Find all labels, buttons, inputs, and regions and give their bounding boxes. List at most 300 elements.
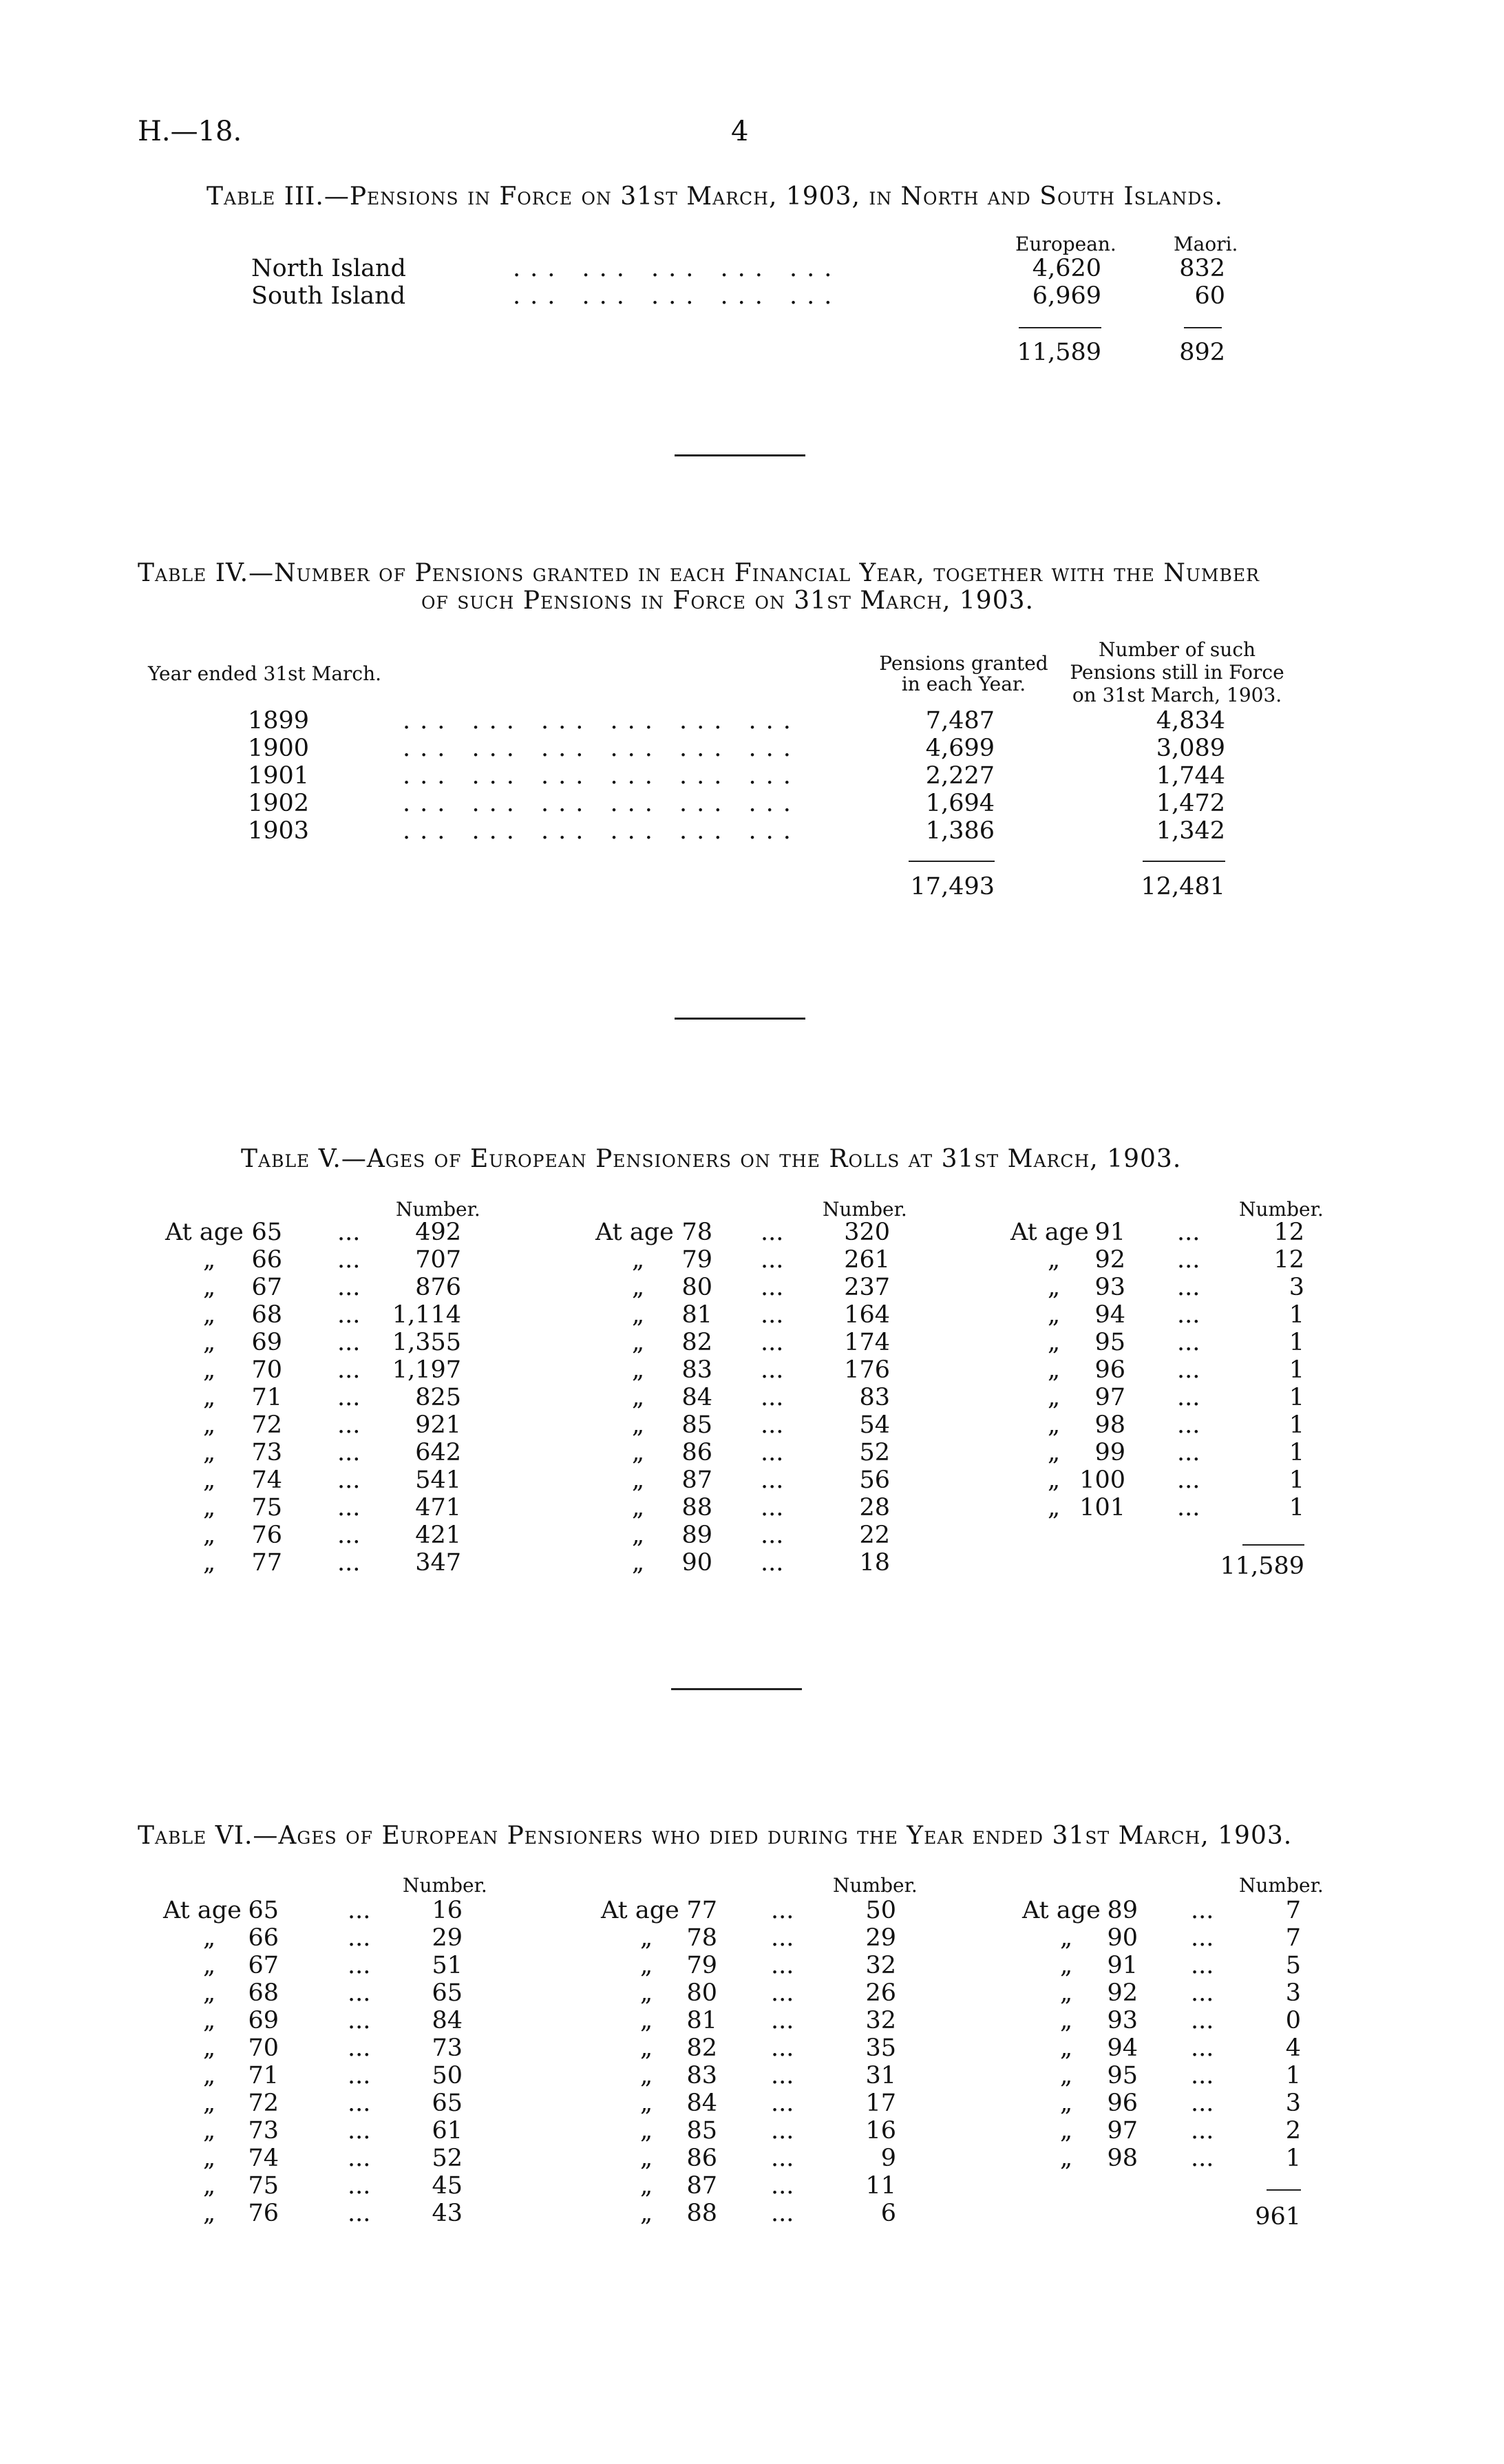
leader-dots: ... <box>761 1411 784 1439</box>
table3-sum-rule-maori <box>1184 327 1222 328</box>
age-value: 82 <box>686 2034 717 2062</box>
pensioner-count: 1 <box>1285 2062 1301 2089</box>
age-prefix: „ <box>203 2117 216 2145</box>
age-value: 72 <box>251 1411 282 1439</box>
table3-col-maori: Maori. <box>1174 233 1238 255</box>
age-prefix: „ <box>203 2034 216 2062</box>
leader-dots: ... <box>1177 1219 1200 1246</box>
table4-year-1899: 1899 <box>248 707 310 735</box>
age-value: 68 <box>251 1301 282 1329</box>
table3-row-south-label: South Island <box>251 282 406 310</box>
pensioner-count: 26 <box>865 1979 896 2007</box>
pensioner-count: 164 <box>844 1301 890 1329</box>
age-value: 65 <box>251 1219 282 1246</box>
age-prefix: „ <box>203 1384 216 1411</box>
leader-dots: ... <box>337 1246 361 1274</box>
table4-sum-rule-granted <box>909 861 995 862</box>
age-value: 76 <box>251 1521 282 1549</box>
age-prefix: „ <box>1060 1924 1073 1952</box>
age-value: 68 <box>248 1979 279 2007</box>
table6-title: Table VI.—Ages of European Pensioners who died during the Year ended 31st March, 1903. <box>138 1822 1293 1850</box>
leader-dots: ... <box>1191 1897 1214 1924</box>
age-prefix: „ <box>1060 1979 1073 2007</box>
leader-dots: ... ... ... ... ... ... <box>403 707 801 735</box>
leader-dots: ... <box>1177 1494 1200 1521</box>
pensioner-count: 56 <box>859 1466 890 1494</box>
age-prefix: „ <box>632 1384 645 1411</box>
table4-col-year: Year ended 31st March. <box>148 662 382 685</box>
pensioner-count: 65 <box>432 2089 463 2117</box>
leader-dots: ... <box>348 2145 371 2172</box>
leader-dots: ... <box>337 1494 361 1521</box>
leader-dots: ... <box>337 1356 361 1384</box>
pensioner-count: 921 <box>415 1411 461 1439</box>
table4-year-1902: 1902 <box>248 790 310 817</box>
leader-dots: ... <box>761 1274 784 1301</box>
leader-dots: ... <box>1177 1439 1200 1466</box>
age-value: 89 <box>1107 1897 1138 1924</box>
leader-dots: ... <box>761 1329 784 1356</box>
leader-dots: ... <box>1191 1952 1214 1979</box>
leader-dots: ... <box>337 1521 361 1549</box>
age-value: 74 <box>248 2145 279 2172</box>
leader-dots: ... ... ... ... ... ... <box>403 762 801 790</box>
section-divider <box>671 1688 802 1690</box>
age-value: 91 <box>1107 1952 1138 1979</box>
table3-total-maori: 892 <box>1179 339 1225 366</box>
age-value: 73 <box>251 1439 282 1466</box>
table4-col-force-1: Number of such <box>1098 638 1256 661</box>
leader-dots: ... <box>1177 1246 1200 1274</box>
age-value: 98 <box>1107 2145 1138 2172</box>
age-value: 69 <box>248 2007 279 2034</box>
leader-dots: ... <box>348 2034 371 2062</box>
table6-number-header-1: Number. <box>403 1874 487 1897</box>
age-prefix: At age <box>1022 1897 1101 1924</box>
leader-dots: ... <box>1191 2062 1214 2089</box>
age-value: 97 <box>1107 2117 1138 2145</box>
age-prefix: „ <box>640 2034 653 2062</box>
pensioner-count: 43 <box>432 2200 463 2227</box>
pensioner-count: 541 <box>415 1466 461 1494</box>
leader-dots: ... <box>348 2200 371 2227</box>
age-value: 99 <box>1094 1439 1125 1466</box>
age-value: 93 <box>1107 2007 1138 2034</box>
leader-dots: ... <box>761 1439 784 1466</box>
age-value: 71 <box>248 2062 279 2089</box>
leader-dots: ... <box>348 1979 371 2007</box>
pensioner-count: 237 <box>844 1274 890 1301</box>
age-prefix: „ <box>1048 1494 1061 1521</box>
age-prefix: At age <box>601 1897 679 1924</box>
age-value: 72 <box>248 2089 279 2117</box>
pensioner-count: 29 <box>432 1924 463 1952</box>
leader-dots: ... ... ... ... ... <box>513 255 842 282</box>
age-value: 83 <box>686 2062 717 2089</box>
age-value: 84 <box>686 2089 717 2117</box>
leader-dots: ... <box>761 1384 784 1411</box>
pensioner-count: 3 <box>1285 1979 1301 2007</box>
age-value: 90 <box>1107 1924 1138 1952</box>
pensioner-count: 65 <box>432 1979 463 2007</box>
age-prefix: „ <box>1048 1466 1061 1494</box>
pensioner-count: 1 <box>1285 2145 1301 2172</box>
table4-col-granted-1: Pensions granted <box>879 652 1048 675</box>
table4-col-force-3: on 31st March, 1903. <box>1072 684 1282 706</box>
age-value: 95 <box>1107 2062 1138 2089</box>
age-prefix: „ <box>1048 1384 1061 1411</box>
section-divider <box>675 454 805 456</box>
age-prefix: „ <box>203 2089 216 2117</box>
leader-dots: ... <box>337 1219 361 1246</box>
leader-dots: ... <box>348 1897 371 1924</box>
table4-granted-1902: 1,694 <box>925 790 995 817</box>
age-prefix: At age <box>1010 1219 1089 1246</box>
table4-granted-1901: 2,227 <box>925 762 995 790</box>
age-prefix: „ <box>632 1329 645 1356</box>
age-prefix: „ <box>632 1439 645 1466</box>
age-prefix: „ <box>203 1549 216 1577</box>
leader-dots: ... <box>761 1246 784 1274</box>
pensioner-count: 52 <box>859 1439 890 1466</box>
pensioner-count: 12 <box>1273 1246 1304 1274</box>
age-prefix: „ <box>632 1301 645 1329</box>
leader-dots: ... <box>761 1356 784 1384</box>
pensioner-count: 0 <box>1285 2007 1301 2034</box>
age-value: 75 <box>248 2172 279 2200</box>
page-number: 4 <box>731 116 749 147</box>
pensioner-count: 83 <box>859 1384 890 1411</box>
age-value: 81 <box>686 2007 717 2034</box>
age-prefix: „ <box>203 1979 216 2007</box>
table4-force-1903: 1,342 <box>1156 817 1225 845</box>
table3-row-north-maori: 832 <box>1179 255 1225 282</box>
leader-dots: ... ... ... ... ... ... <box>403 817 801 845</box>
table5-total: 11,589 <box>1220 1552 1304 1580</box>
pensioner-count: 6 <box>880 2200 896 2227</box>
pensioner-count: 320 <box>844 1219 890 1246</box>
age-value: 81 <box>681 1301 712 1329</box>
table5-number-header-3: Number. <box>1239 1198 1324 1221</box>
age-value: 90 <box>681 1549 712 1577</box>
table4-force-1902: 1,472 <box>1156 790 1225 817</box>
pensioner-count: 707 <box>415 1246 461 1274</box>
table4-force-1899: 4,834 <box>1156 707 1225 735</box>
table4-total-granted: 17,493 <box>910 873 995 901</box>
leader-dots: ... <box>1177 1274 1200 1301</box>
age-prefix: „ <box>640 2200 653 2227</box>
leader-dots: ... <box>1191 2145 1214 2172</box>
section-divider <box>675 1018 805 1020</box>
age-prefix: „ <box>203 1329 216 1356</box>
pensioner-count: 1 <box>1289 1494 1304 1521</box>
age-prefix: „ <box>632 1274 645 1301</box>
table4-title-line2: of such Pensions in Force on 31st March, 1903. <box>421 587 1034 615</box>
age-prefix: „ <box>632 1494 645 1521</box>
age-value: 79 <box>686 1952 717 1979</box>
age-value: 73 <box>248 2117 279 2145</box>
pensioner-count: 9 <box>880 2145 896 2172</box>
age-prefix: „ <box>640 2172 653 2200</box>
leader-dots: ... ... ... ... ... ... <box>403 735 801 762</box>
leader-dots: ... <box>348 2117 371 2145</box>
age-prefix: „ <box>203 1521 216 1549</box>
age-prefix: „ <box>1060 2117 1073 2145</box>
leader-dots: ... <box>337 1384 361 1411</box>
leader-dots: ... <box>337 1411 361 1439</box>
age-prefix: „ <box>1060 2062 1073 2089</box>
age-prefix: „ <box>203 1494 216 1521</box>
age-value: 94 <box>1094 1301 1125 1329</box>
table3-row-north-label: North Island <box>251 255 406 282</box>
leader-dots: ... <box>1191 2034 1214 2062</box>
leader-dots: ... <box>761 1219 784 1246</box>
age-prefix: „ <box>1048 1411 1061 1439</box>
age-value: 86 <box>686 2145 717 2172</box>
leader-dots: ... <box>337 1274 361 1301</box>
pensioner-count: 1 <box>1289 1411 1304 1439</box>
table4-year-1903: 1903 <box>248 817 310 845</box>
leader-dots: ... <box>1191 1924 1214 1952</box>
age-prefix: „ <box>203 1466 216 1494</box>
age-prefix: „ <box>203 2007 216 2034</box>
pensioner-count: 16 <box>432 1897 463 1924</box>
age-value: 69 <box>251 1329 282 1356</box>
age-prefix: „ <box>203 2172 216 2200</box>
leader-dots: ... <box>348 1924 371 1952</box>
age-value: 70 <box>251 1356 282 1384</box>
pensioner-count: 7 <box>1285 1924 1301 1952</box>
age-prefix: „ <box>640 2089 653 2117</box>
age-value: 78 <box>686 1924 717 1952</box>
pensioner-count: 1 <box>1289 1301 1304 1329</box>
pensioner-count: 18 <box>859 1549 890 1577</box>
table6-total: 961 <box>1255 2203 1301 2231</box>
leader-dots: ... <box>1177 1466 1200 1494</box>
table4-year-1900: 1900 <box>248 735 310 762</box>
leader-dots: ... <box>771 1924 794 1952</box>
pensioner-count: 73 <box>432 2034 463 2062</box>
age-prefix: „ <box>640 1952 653 1979</box>
pensioner-count: 35 <box>865 2034 896 2062</box>
pensioner-count: 50 <box>865 1897 896 1924</box>
age-value: 77 <box>251 1549 282 1577</box>
table4-granted-1900: 4,699 <box>925 735 995 762</box>
age-value: 65 <box>248 1897 279 1924</box>
age-prefix: „ <box>203 1356 216 1384</box>
age-value: 80 <box>686 1979 717 2007</box>
leader-dots: ... <box>1177 1329 1200 1356</box>
leader-dots: ... <box>771 2062 794 2089</box>
pensioner-count: 22 <box>859 1521 890 1549</box>
table3-sum-rule-european <box>1019 327 1101 328</box>
table4-year-1901: 1901 <box>248 762 310 790</box>
leader-dots: ... <box>771 2145 794 2172</box>
table4-granted-1903: 1,386 <box>925 817 995 845</box>
pensioner-count: 261 <box>844 1246 890 1274</box>
age-value: 75 <box>251 1494 282 1521</box>
pensioner-count: 11 <box>865 2172 896 2200</box>
table4-total-force: 12,481 <box>1141 873 1225 901</box>
pensioner-count: 1 <box>1289 1466 1304 1494</box>
leader-dots: ... <box>1191 1979 1214 2007</box>
table4-force-1901: 1,744 <box>1156 762 1225 790</box>
age-value: 80 <box>681 1274 712 1301</box>
leader-dots: ... <box>761 1549 784 1577</box>
page-reference: H.—18. <box>138 116 242 147</box>
leader-dots: ... <box>1177 1411 1200 1439</box>
age-prefix: At age <box>163 1897 242 1924</box>
age-prefix: „ <box>632 1411 645 1439</box>
age-prefix: „ <box>1048 1329 1061 1356</box>
leader-dots: ... <box>348 2089 371 2117</box>
pensioner-count: 1,114 <box>392 1301 461 1329</box>
table5-number-header-1: Number. <box>396 1198 480 1221</box>
table4-sum-rule-force <box>1143 861 1225 862</box>
pensioner-count: 45 <box>432 2172 463 2200</box>
pensioner-count: 1 <box>1289 1384 1304 1411</box>
age-value: 82 <box>681 1329 712 1356</box>
table6-sum-rule <box>1267 2189 1301 2191</box>
leader-dots: ... <box>771 2034 794 2062</box>
age-value: 101 <box>1079 1494 1125 1521</box>
age-prefix: „ <box>203 1246 216 1274</box>
leader-dots: ... <box>1191 2117 1214 2145</box>
age-prefix: „ <box>1060 2034 1073 2062</box>
age-prefix: „ <box>640 2007 653 2034</box>
age-value: 76 <box>248 2200 279 2227</box>
age-prefix: „ <box>1060 1952 1073 1979</box>
age-prefix: „ <box>1060 2145 1073 2172</box>
pensioner-count: 7 <box>1285 1897 1301 1924</box>
leader-dots: ... <box>761 1494 784 1521</box>
pensioner-count: 4 <box>1285 2034 1301 2062</box>
table3-row-south-maori: 60 <box>1194 282 1225 310</box>
leader-dots: ... <box>337 1466 361 1494</box>
leader-dots: ... ... ... ... ... ... <box>403 790 801 817</box>
age-prefix: „ <box>632 1466 645 1494</box>
pensioner-count: 51 <box>432 1952 463 1979</box>
pensioner-count: 1,355 <box>392 1329 461 1356</box>
age-prefix: „ <box>632 1549 645 1577</box>
table4-col-force-2: Pensions still in Force <box>1070 661 1284 684</box>
leader-dots: ... <box>771 1952 794 1979</box>
age-value: 88 <box>686 2200 717 2227</box>
table6-number-header-2: Number. <box>833 1874 918 1897</box>
table3-col-european: European. <box>1015 233 1116 255</box>
age-value: 95 <box>1094 1329 1125 1356</box>
age-prefix: „ <box>640 2062 653 2089</box>
leader-dots: ... <box>1177 1301 1200 1329</box>
age-value: 97 <box>1094 1384 1125 1411</box>
pensioner-count: 5 <box>1285 1952 1301 1979</box>
pensioner-count: 471 <box>415 1494 461 1521</box>
age-prefix: „ <box>640 2117 653 2145</box>
table5-sum-rule <box>1242 1544 1304 1546</box>
leader-dots: ... <box>771 2172 794 2200</box>
pensioner-count: 347 <box>415 1549 461 1577</box>
age-prefix: „ <box>203 1952 216 1979</box>
table3-row-north-european: 4,620 <box>1032 255 1101 282</box>
age-prefix: „ <box>1048 1439 1061 1466</box>
age-prefix: „ <box>1060 2089 1073 2117</box>
pensioner-count: 876 <box>415 1274 461 1301</box>
age-prefix: „ <box>640 1924 653 1952</box>
age-value: 92 <box>1107 1979 1138 2007</box>
age-prefix: „ <box>203 2200 216 2227</box>
table3-title: Table III.—Pensions in Force on 31st March, 1903, in North and South Islands. <box>206 182 1223 211</box>
age-value: 78 <box>681 1219 712 1246</box>
age-value: 84 <box>681 1384 712 1411</box>
age-value: 85 <box>681 1411 712 1439</box>
leader-dots: ... <box>761 1466 784 1494</box>
age-value: 88 <box>681 1494 712 1521</box>
age-prefix: „ <box>203 1924 216 1952</box>
pensioner-count: 28 <box>859 1494 890 1521</box>
age-value: 67 <box>248 1952 279 1979</box>
age-value: 85 <box>686 2117 717 2145</box>
table4-col-granted-2: in each Year. <box>901 673 1026 695</box>
pensioner-count: 12 <box>1273 1219 1304 1246</box>
leader-dots: ... <box>337 1329 361 1356</box>
pensioner-count: 1 <box>1289 1329 1304 1356</box>
pensioner-count: 32 <box>865 1952 896 1979</box>
leader-dots: ... <box>1177 1356 1200 1384</box>
leader-dots: ... <box>761 1301 784 1329</box>
pensioner-count: 1 <box>1289 1356 1304 1384</box>
age-prefix: „ <box>640 2145 653 2172</box>
age-prefix: „ <box>632 1521 645 1549</box>
pensioner-count: 421 <box>415 1521 461 1549</box>
age-prefix: „ <box>632 1246 645 1274</box>
pensioner-count: 52 <box>432 2145 463 2172</box>
table3-row-south-european: 6,969 <box>1032 282 1101 310</box>
leader-dots: ... <box>771 2089 794 2117</box>
age-value: 94 <box>1107 2034 1138 2062</box>
leader-dots: ... <box>337 1439 361 1466</box>
age-prefix: „ <box>1048 1301 1061 1329</box>
leader-dots: ... <box>771 2117 794 2145</box>
age-value: 66 <box>251 1246 282 1274</box>
age-value: 67 <box>251 1274 282 1301</box>
age-prefix: „ <box>640 1979 653 2007</box>
age-prefix: „ <box>203 2145 216 2172</box>
age-prefix: At age <box>165 1219 244 1246</box>
age-prefix: At age <box>595 1219 674 1246</box>
age-prefix: „ <box>1048 1356 1061 1384</box>
table4-title-line1: Table IV.—Number of Pensions granted in each Financial Year, together with the Number <box>138 559 1260 587</box>
age-value: 87 <box>686 2172 717 2200</box>
pensioner-count: 54 <box>859 1411 890 1439</box>
age-value: 87 <box>681 1466 712 1494</box>
age-value: 92 <box>1094 1246 1125 1274</box>
leader-dots: ... <box>1191 2089 1214 2117</box>
leader-dots: ... <box>337 1549 361 1577</box>
age-value: 89 <box>681 1521 712 1549</box>
table4-granted-1899: 7,487 <box>925 707 995 735</box>
pensioner-count: 50 <box>432 2062 463 2089</box>
leader-dots: ... <box>771 2200 794 2227</box>
leader-dots: ... <box>1177 1384 1200 1411</box>
age-value: 98 <box>1094 1411 1125 1439</box>
leader-dots: ... <box>771 1979 794 2007</box>
age-value: 96 <box>1094 1356 1125 1384</box>
age-prefix: „ <box>632 1356 645 1384</box>
pensioner-count: 32 <box>865 2007 896 2034</box>
pensioner-count: 1 <box>1289 1439 1304 1466</box>
leader-dots: ... <box>348 1952 371 1979</box>
leader-dots: ... ... ... ... ... <box>513 282 842 310</box>
